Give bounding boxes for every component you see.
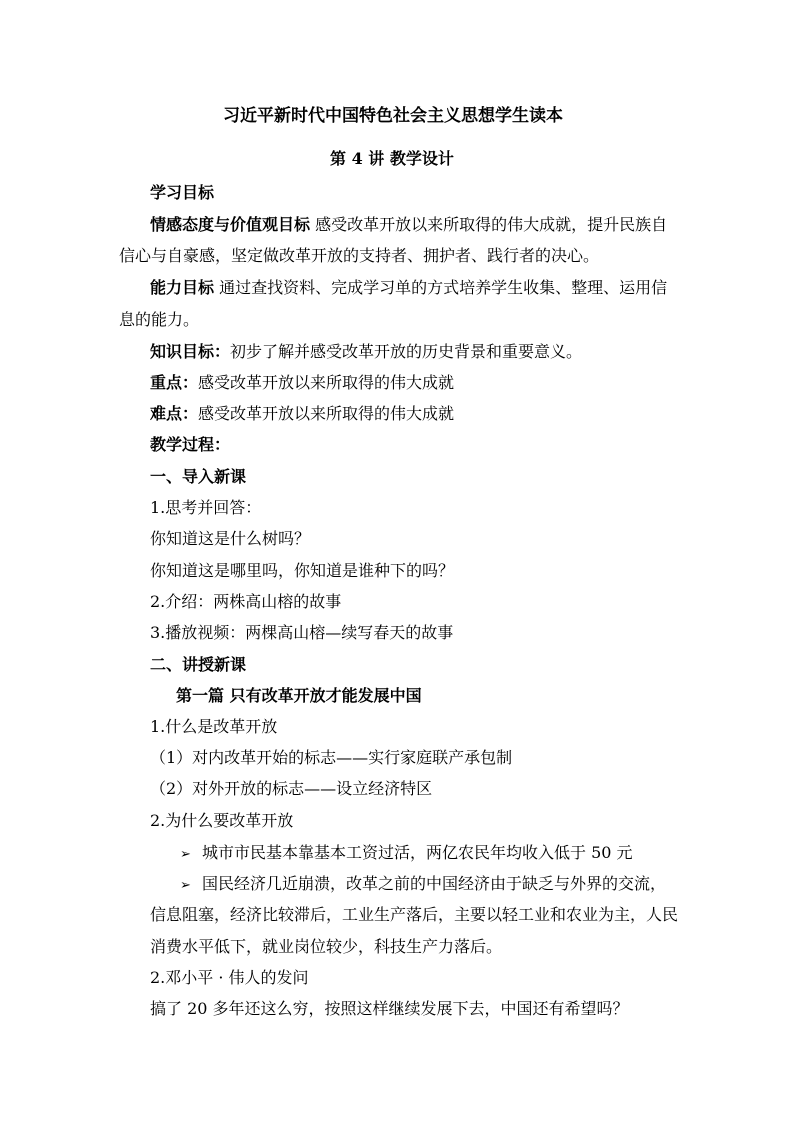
emotional-text-line-1: 感受改革开放以来所取得的伟大成就，提升民族自: [315, 215, 668, 234]
arrow-bullet-icon: ➢: [180, 878, 191, 893]
ability-text-line-1: 通过查找资料、完成学习单的方式培养学生收集、整理、运用信: [219, 278, 668, 297]
emotional-label: 情感态度与价值观目标: [150, 215, 311, 234]
bullet-2-text-line-1: 国民经济几近崩溃，改革之前的中国经济由于缺乏与外界的交流，: [202, 874, 667, 893]
section-2-item-3: 2.邓小平 · 伟人的发问: [150, 968, 309, 987]
document-title: 习近平新时代中国特色社会主义思想学生读本: [223, 106, 563, 126]
section-1-item-3: 3.播放视频：两棵高山榕—续写春天的故事: [150, 623, 454, 642]
ability-label: 能力目标: [150, 278, 215, 297]
section-1-heading: 一、导入新课: [150, 467, 247, 486]
key-point: [150, 373, 454, 393]
section-1-question-2: 你知道这是哪里吗，你知道是谁种下的吗？: [150, 561, 455, 580]
knowledge-objective: [150, 342, 582, 362]
chapter-1-heading: 第一篇 只有改革开放才能发展中国: [176, 686, 422, 705]
section-1-item-1: 1.思考并回答：: [150, 498, 262, 517]
key-label: 重点：: [150, 373, 199, 392]
section-2-item-2: 2.为什么要改革开放: [150, 811, 294, 830]
objectives-heading: 学习目标: [150, 183, 215, 202]
process-heading: 教学过程：: [150, 435, 231, 454]
difficult-label: 难点：: [150, 404, 199, 423]
difficult-point: [150, 404, 454, 424]
bullet-2-text-line-2: 信息阻塞，经济比较滞后，工业生产落后，主要以轻工业和农业为主，人民: [150, 905, 679, 924]
final-question: 搞了 20 多年还这么穷，按照这样继续发展下去，中国还有希望吗？: [150, 999, 629, 1018]
knowledge-label: 知识目标：: [150, 342, 231, 361]
knowledge-text: 初步了解并感受改革开放的历史背景和重要意义。: [230, 342, 583, 361]
arrow-bullet-icon: ➢: [180, 847, 191, 862]
emotional-objective: [150, 215, 667, 235]
section-2-item-1: 1.什么是改革开放: [150, 717, 278, 736]
section-2-sub-1: （1）对内改革开始的标志——实行家庭联产承包制: [150, 748, 513, 767]
bullet-2-text-line-3: 消费水平低下，就业岗位较少，科技生产力落后。: [150, 937, 503, 956]
document-subtitle: 第 4 讲 教学设计: [330, 149, 454, 168]
section-2-sub-2: （2）对外开放的标志——设立经济特区: [150, 779, 433, 798]
emotional-text-line-2: 信心与自豪感，坚定做改革开放的支持者、拥护者、践行者的决心。: [119, 246, 600, 265]
ability-objective: [150, 278, 667, 298]
bullet-item-2: [180, 874, 666, 896]
bullet-1-text: 城市市民基本靠基本工资过活，两亿农民年均收入低于 50 元: [202, 843, 633, 862]
section-1-question-1: 你知道这是什么树吗？: [150, 529, 311, 548]
section-2-heading: 二、讲授新课: [150, 655, 247, 674]
ability-text-line-2: 息的能力。: [119, 310, 200, 329]
bullet-item-1: [180, 843, 633, 865]
difficult-text: 感受改革开放以来所取得的伟大成就: [198, 404, 455, 423]
key-text: 感受改革开放以来所取得的伟大成就: [198, 373, 455, 392]
section-1-item-2: 2.介绍：两株高山榕的故事: [150, 592, 342, 611]
